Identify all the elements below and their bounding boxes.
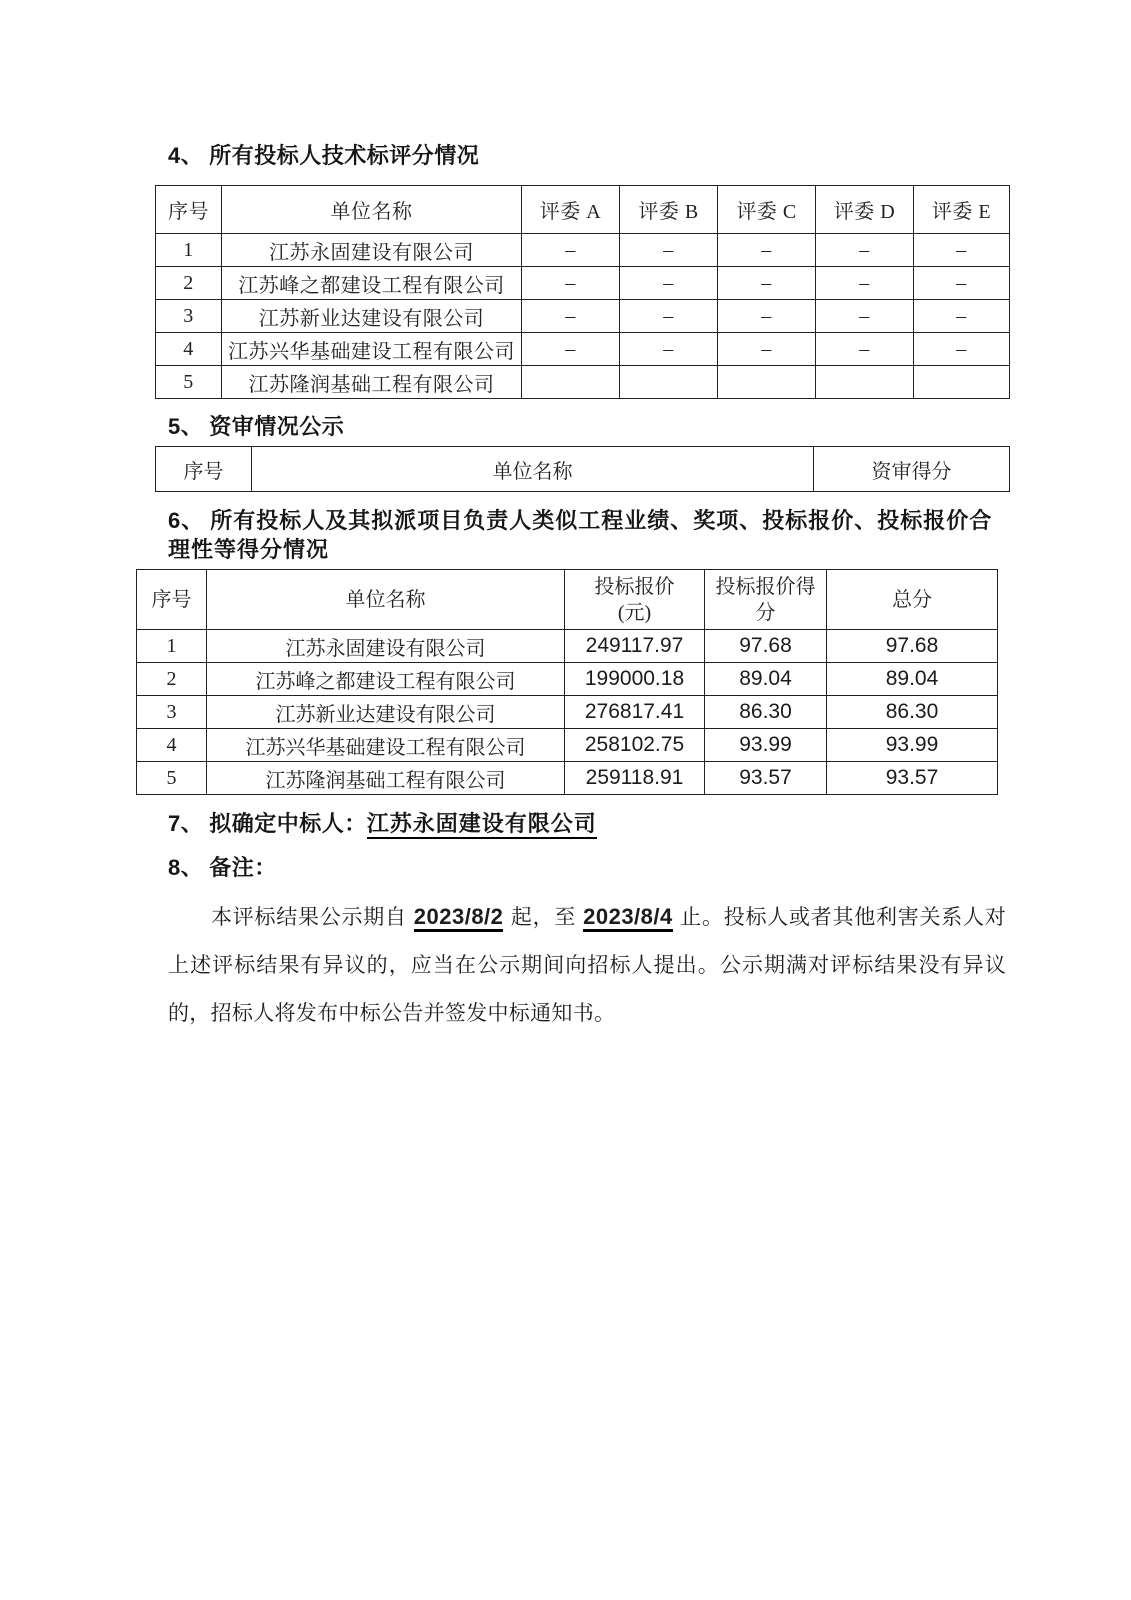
cell-score-a: – — [522, 300, 620, 333]
section7-label: 拟确定中标人： — [209, 811, 367, 836]
section7-number: 7、 — [168, 811, 204, 836]
header-bid-price-score-line1: 投标报价得 — [715, 575, 816, 598]
technical-score-table — [155, 185, 1010, 399]
qualification-table — [155, 446, 1010, 492]
header-judge-b: 评委 B — [620, 186, 718, 234]
cell-company: 江苏新业达建设有限公司 — [207, 696, 565, 729]
table-row — [137, 729, 998, 762]
cell-total-score: 93.99 — [827, 729, 998, 762]
table-row — [156, 267, 1010, 300]
cell-score-d: – — [816, 234, 914, 267]
header-qual-score: 资审得分 — [814, 447, 1010, 492]
cell-score-e: – — [914, 300, 1010, 333]
header-seq: 序号 — [156, 186, 222, 234]
cell-company: 江苏新业达建设有限公司 — [222, 300, 522, 333]
cell-score-a: – — [522, 267, 620, 300]
publicity-start-date: 2023/8/2 — [414, 904, 504, 932]
note-text-1: 本评标结果公示期自 — [211, 905, 407, 929]
cell-seq: 5 — [137, 762, 207, 795]
table-header-row — [156, 447, 1010, 492]
cell-seq: 2 — [156, 267, 222, 300]
note-text-2: 起，至 — [510, 905, 577, 929]
cell-score-a: – — [522, 234, 620, 267]
section4-heading — [168, 143, 1010, 169]
section6-heading — [168, 506, 1010, 564]
cell-company: 江苏永固建设有限公司 — [222, 234, 522, 267]
header-bid-price-line1: 投标报价 — [594, 575, 675, 598]
winner-name: 江苏永固建设有限公司 — [367, 811, 597, 839]
cell-bid-price: 259118.91 — [565, 762, 705, 795]
section5-heading — [168, 414, 1010, 440]
cell-seq: 3 — [156, 300, 222, 333]
cell-bid-price-score: 97.68 — [705, 630, 827, 663]
table-row — [156, 333, 1010, 366]
note-text-3: 止。投标人或者其他利害关系人对上述评标结果有异议的，应当在公示期间向招标人提出。公示期满对评标结果没有异议的，招标人将发布中标公告并签发中标通知书。 — [168, 905, 1007, 1025]
cell-company: 江苏峰之都建设工程有限公司 — [222, 267, 522, 300]
cell-score-c: – — [718, 333, 816, 366]
cell-score-c: – — [718, 267, 816, 300]
cell-score-e — [914, 366, 1010, 399]
table-header-row — [156, 186, 1010, 234]
price-score-table — [136, 569, 998, 795]
section4-number: 4、 — [168, 143, 204, 168]
cell-score-d: – — [816, 300, 914, 333]
cell-bid-price-score: 93.57 — [705, 762, 827, 795]
section6-number: 6、 — [168, 508, 205, 533]
cell-score-c: – — [718, 234, 816, 267]
header-company: 单位名称 — [222, 186, 522, 234]
cell-score-c: – — [718, 300, 816, 333]
table-row — [137, 762, 998, 795]
header-seq: 序号 — [137, 570, 207, 630]
cell-total-score: 93.57 — [827, 762, 998, 795]
header-company: 单位名称 — [252, 447, 814, 492]
section4-title: 所有投标人技术标评分情况 — [209, 143, 480, 168]
cell-score-e: – — [914, 333, 1010, 366]
cell-bid-price-score: 93.99 — [705, 729, 827, 762]
cell-score-a — [522, 366, 620, 399]
cell-score-b: – — [620, 267, 718, 300]
section5-title: 资审情况公示 — [209, 414, 345, 439]
cell-score-d — [816, 366, 914, 399]
cell-seq: 3 — [137, 696, 207, 729]
cell-company: 江苏隆润基础工程有限公司 — [222, 366, 522, 399]
remark-paragraph — [168, 893, 1006, 1037]
table-row — [156, 300, 1010, 333]
publicity-end-date: 2023/8/4 — [583, 904, 673, 932]
cell-total-score: 89.04 — [827, 663, 998, 696]
table-header-row — [137, 570, 998, 630]
cell-bid-price: 249117.97 — [565, 630, 705, 663]
header-bid-price-score-line2: 分 — [755, 601, 776, 624]
cell-company: 江苏兴华基础建设工程有限公司 — [222, 333, 522, 366]
section8-number: 8、 — [168, 855, 204, 880]
cell-company: 江苏峰之都建设工程有限公司 — [207, 663, 565, 696]
cell-bid-price-score: 86.30 — [705, 696, 827, 729]
cell-bid-price: 276817.41 — [565, 696, 705, 729]
cell-score-e: – — [914, 267, 1010, 300]
table-row — [156, 366, 1010, 399]
table-row — [137, 696, 998, 729]
cell-seq: 4 — [156, 333, 222, 366]
header-bid-price — [565, 570, 705, 630]
cell-seq: 1 — [156, 234, 222, 267]
section6-title: 所有投标人及其拟派项目负责人类似工程业绩、奖项、投标报价、投标报价合理性等得分情况 — [168, 508, 993, 562]
section8-title: 备注： — [209, 855, 277, 880]
cell-score-b — [620, 366, 718, 399]
section5-number: 5、 — [168, 414, 204, 439]
table-row — [137, 630, 998, 663]
cell-score-d: – — [816, 267, 914, 300]
table-row — [156, 234, 1010, 267]
cell-total-score: 97.68 — [827, 630, 998, 663]
cell-score-a: – — [522, 333, 620, 366]
section8-heading — [168, 855, 1010, 881]
header-judge-e: 评委 E — [914, 186, 1010, 234]
cell-bid-price: 258102.75 — [565, 729, 705, 762]
header-judge-c: 评委 C — [718, 186, 816, 234]
header-bid-price-score — [705, 570, 827, 630]
header-judge-a: 评委 A — [522, 186, 620, 234]
header-seq: 序号 — [156, 447, 252, 492]
cell-score-b: – — [620, 333, 718, 366]
cell-bid-price: 199000.18 — [565, 663, 705, 696]
cell-seq: 4 — [137, 729, 207, 762]
table-row — [137, 663, 998, 696]
cell-score-b: – — [620, 234, 718, 267]
section7-heading — [168, 811, 1010, 837]
cell-company: 江苏永固建设有限公司 — [207, 630, 565, 663]
cell-score-b: – — [620, 300, 718, 333]
cell-score-e: – — [914, 234, 1010, 267]
cell-seq: 5 — [156, 366, 222, 399]
cell-score-c — [718, 366, 816, 399]
cell-seq: 1 — [137, 630, 207, 663]
cell-seq: 2 — [137, 663, 207, 696]
header-total-score: 总分 — [827, 570, 998, 630]
header-company: 单位名称 — [207, 570, 565, 630]
cell-company: 江苏兴华基础建设工程有限公司 — [207, 729, 565, 762]
cell-bid-price-score: 89.04 — [705, 663, 827, 696]
header-judge-d: 评委 D — [816, 186, 914, 234]
cell-score-d: – — [816, 333, 914, 366]
cell-company: 江苏隆润基础工程有限公司 — [207, 762, 565, 795]
cell-total-score: 86.30 — [827, 696, 998, 729]
header-bid-price-line2: (元) — [617, 601, 652, 624]
